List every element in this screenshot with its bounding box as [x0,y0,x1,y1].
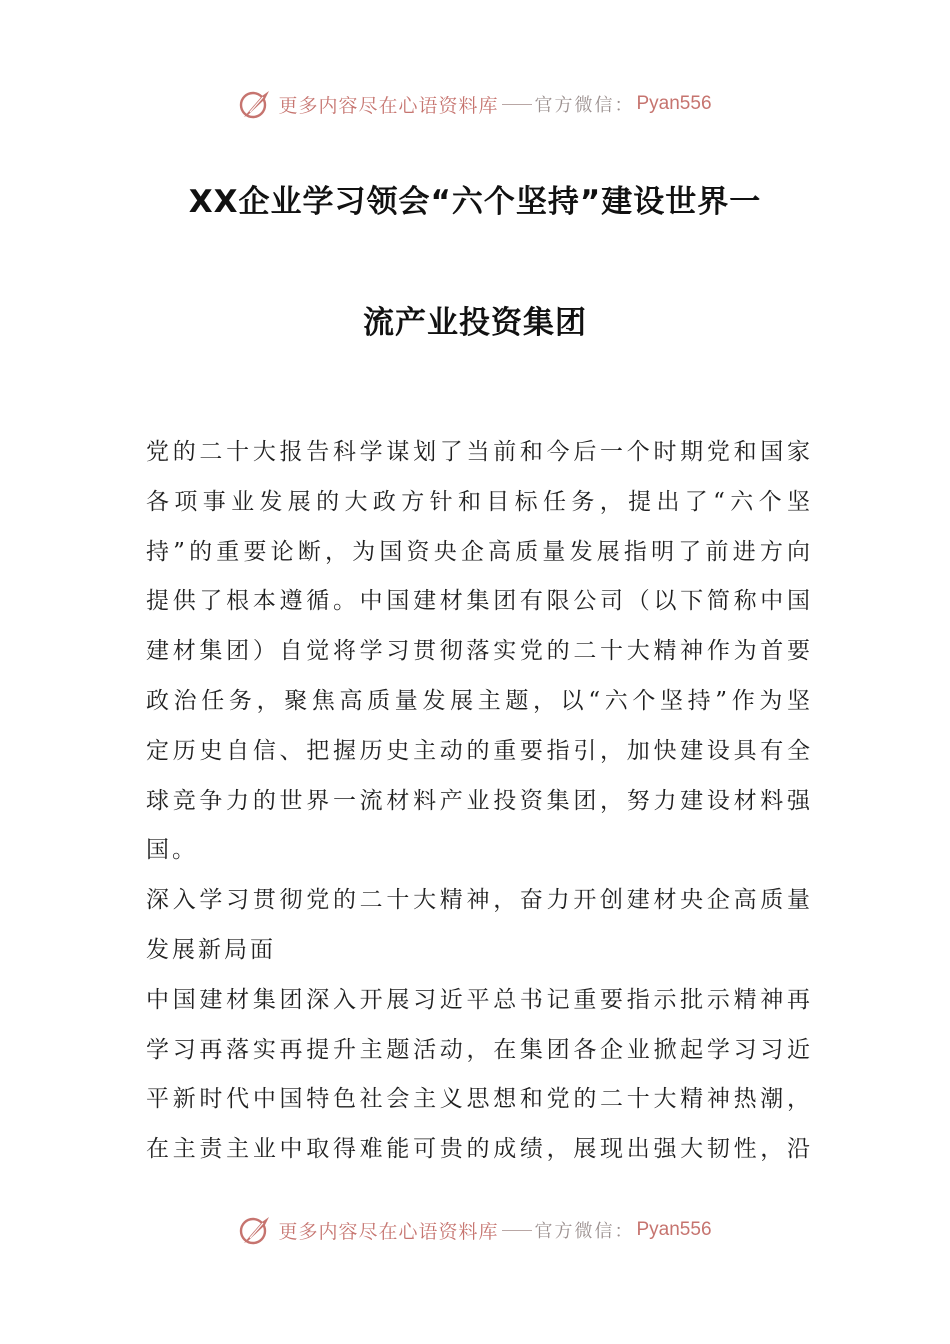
watermark-dash [502,104,532,105]
watermark-wechat-id: Pyan556 [636,93,712,114]
body-line: 持”的重要论断，为国资央企高质量发展指明了前进方向 [146,538,810,565]
body-line: 学习再落实再提升主题活动，在集团各企业掀起学习习近 [146,1036,810,1063]
body-line: 政治任务，聚焦高质量发展主题，以“六个坚持”作为坚 [146,687,810,714]
watermark-wechat-id: Pyan556 [636,1219,712,1240]
quill-pen-logo-icon [238,1213,272,1247]
header-watermark [0,84,950,124]
body-line: 球竞争力的世界一流材料产业投资集团，努力建设材料强 [146,787,810,814]
footer-watermark [0,1210,950,1250]
watermark-dash [502,1230,532,1231]
document-title-line-2: 流产业投资集团 [363,305,587,341]
watermark-brand-text: 更多内容尽在心语资料库 [278,94,499,117]
document-title-line-1: XX企业学习领会“六个坚持”建设世界一 [188,184,762,220]
body-line: 各项事业发展的大政方针和目标任务，提出了“六个坚 [146,488,810,515]
watermark-brand-text: 更多内容尽在心语资料库 [278,1220,499,1243]
body-line: 提供了根本遵循。中国建材集团有限公司（以下简称中国 [146,588,810,615]
body-line: 建材集团）自觉将学习贯彻落实党的二十大精神作为首要 [146,638,810,665]
document-body [146,428,810,1175]
watermark-official-label: 官方微信： [534,1221,635,1242]
body-line: 党的二十大报告科学谋划了当前和今后一个时期党和国家 [146,439,810,465]
body-line: 在主责主业中取得难能可贵的成绩，展现出强大韧性，沿 [146,1136,810,1163]
body-line: 定历史自信、把握历史主动的重要指引，加快建设具有全 [146,737,810,764]
section-heading-line: 发展新局面 [146,936,276,963]
body-line: 中国建材集团深入开展习近平总书记重要指示批示精神再 [146,986,810,1013]
section-heading-line: 深入学习贯彻党的二十大精神，奋力开创建材央企高质量 [146,887,810,914]
body-line: 国。 [146,837,198,864]
watermark-official-label: 官方微信： [534,95,635,116]
quill-pen-logo-icon [238,87,272,121]
body-line: 平新时代中国特色社会主义思想和党的二十大精神热潮， [146,1086,810,1113]
